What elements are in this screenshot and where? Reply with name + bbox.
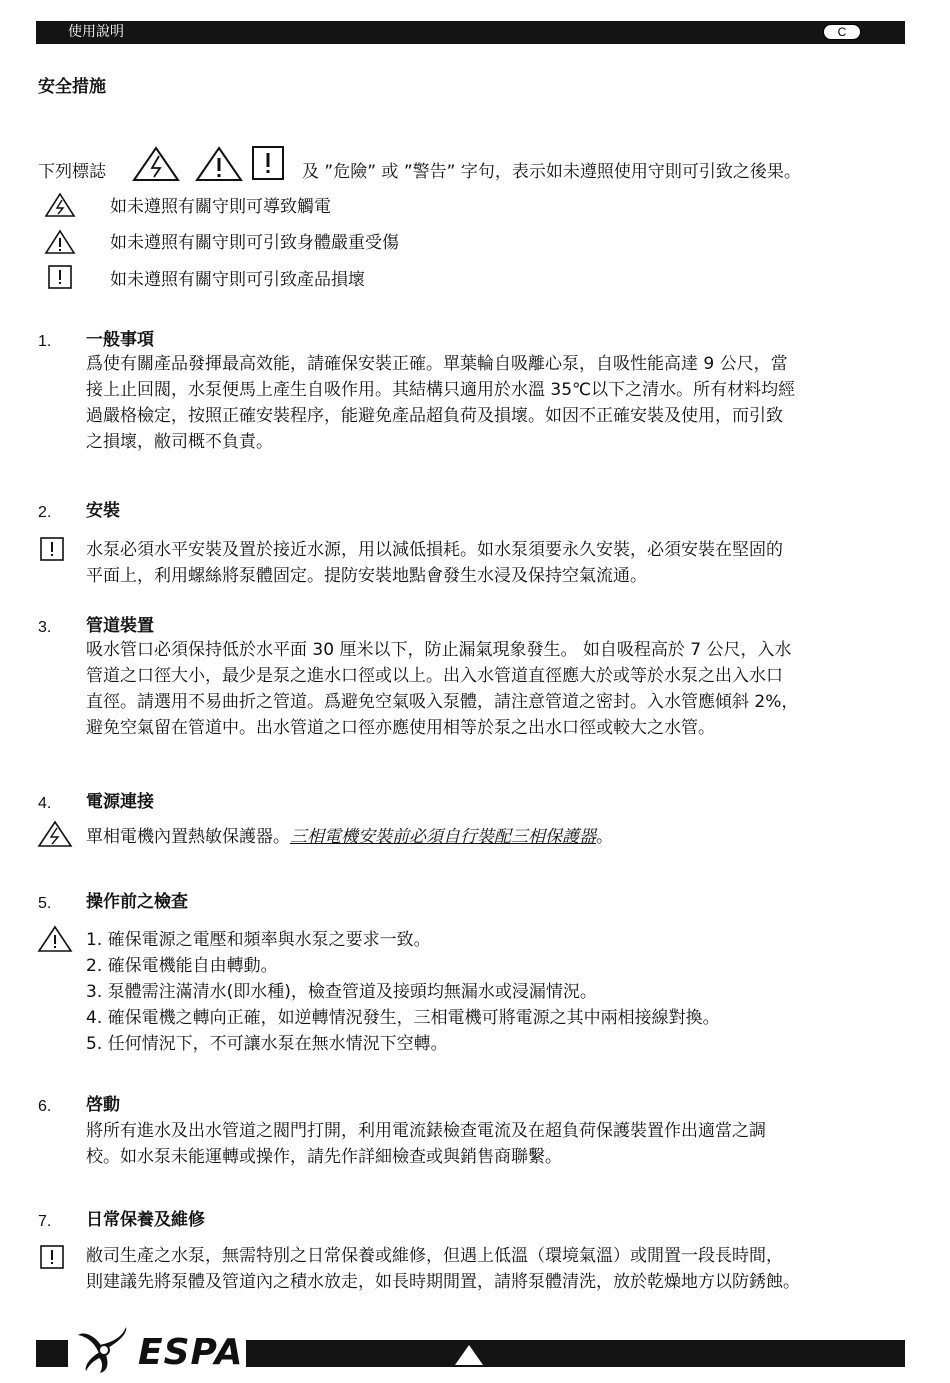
section-1-title: 一般事項: [86, 330, 154, 350]
section-2-line: 水泵必須水平安裝及置於接近水源，用以減低損耗。如水泵須要永久安裝，必須安裝在堅固的: [86, 540, 783, 560]
legend-intro-prefix: 下列標誌: [38, 162, 106, 182]
section-3-line: 管道之口徑大小，最少是泵之進水口徑或以上。出入水管道直徑應大於或等於水泵之出入水口: [86, 666, 783, 686]
section-4-title: 電源連接: [86, 792, 154, 812]
section-4-emphasis-text: 三相電機安裝前必須自行裝配三相保護器: [290, 827, 596, 847]
legend-intro-suffix: 及 ”危險” 或 ”警告” 字句，表示如未遵照使用守則可引致之後果。: [302, 162, 801, 182]
legend-intro: [38, 160, 106, 184]
section-4-plain-text: 單相電機內置熱敏保護器。: [86, 827, 290, 847]
section-6-number: 6.: [38, 1098, 52, 1115]
section-5-item: 5. 任何情況下，不可讓水泵在無水情況下空轉。: [86, 1034, 448, 1054]
section-5-title: 操作前之檢查: [86, 892, 188, 912]
exclamation-box-icon: [252, 146, 284, 180]
section-3-line: 避免空氣留在管道中。出水管道之口徑亦應使用相等於泵之出水口徑或較大之水管。: [86, 718, 715, 738]
section-7-title: 日常保養及維修: [86, 1210, 205, 1230]
section-3-number: 3.: [38, 619, 52, 636]
section-2-number: 2.: [38, 504, 52, 521]
section-7-line: 敝司生產之水泵，無需特別之日常保養或維修，但遇上低溫（環境氣溫）或閒置一段長時間，: [86, 1246, 783, 1266]
section-4-number: 4.: [38, 795, 52, 812]
footer-bar-right: [246, 1340, 905, 1367]
legend-exclamation-icon: [48, 265, 72, 289]
section-2-exclamation-icon: [40, 537, 64, 561]
section-5-number: 5.: [38, 895, 52, 912]
section-6-line: 將所有進水及出水管道之閥門打開，利用電流錶檢查電流及在超負荷保護裝置作出適當之調: [86, 1121, 766, 1141]
section-5-item: 4. 確保電機之轉向正確，如逆轉情況發生，三相電機可將電源之其中兩相接線對換。: [86, 1008, 720, 1028]
section-4-body: [86, 824, 613, 850]
section-1-line: 過嚴格檢定，按照正確安裝程序，能避免產品超負荷及損壞。如因不正確安裝及使用，而引致: [86, 406, 783, 426]
section-6-title: 啓動: [86, 1095, 120, 1115]
legend-item-electric: 如未遵照有關守則可導致觸電: [110, 197, 331, 217]
section-3-body: [86, 637, 906, 741]
section-1-line: 接上止回閥，水泵便馬上產生自吸作用。其結構只適用於水溫 35℃以下之清水。所有材料均經: [86, 380, 796, 400]
section-1-number: 1.: [38, 333, 52, 350]
section-6-body: [86, 1118, 906, 1170]
legend-item-damage: 如未遵照有關守則可引致產品損壞: [110, 270, 365, 290]
section-3-line: 吸水管口必須保持低於水平面 30 厘米以下，防止漏氣現象發生。 如自吸程高於 7 公尺，入水: [86, 640, 792, 660]
espa-fan-icon: [74, 1325, 134, 1375]
section-1-line: 爲使有關產品發揮最高效能，請確保安裝正確。單葉輪自吸離心泵，自吸性能高達 9 公尺，當: [86, 354, 788, 374]
section-5-item: 3. 泵體需注滿清水(即水種)，檢查管道及接頭均無漏水或浸漏情況。: [86, 982, 597, 1002]
section-1-line: 之損壞，敝司概不負責。: [86, 432, 273, 452]
section-7-number: 7.: [38, 1213, 52, 1230]
page-title: 安全措施: [38, 77, 106, 97]
section-6-line: 校。如水泵未能運轉或操作，請先作詳細檢查或與銷售商聯繫。: [86, 1147, 562, 1167]
header-bar: [36, 21, 905, 44]
section-3-line: 直徑。請選用不易曲折之管道。爲避免空氣吸入泵體，請注意管道之密封。入水管應傾斜 2%，: [86, 692, 799, 712]
header-title: 使用說明: [68, 24, 124, 40]
section-5-item: 1. 確保電源之電壓和頻率與水泵之要求一致。: [86, 930, 431, 950]
warning-triangle-icon: [195, 146, 243, 182]
section-4-end-text: 。: [596, 827, 613, 847]
section-5-warning-icon: [37, 925, 73, 953]
section-7-body: [86, 1243, 906, 1295]
footer-bar-left: [36, 1340, 68, 1367]
section-2-body: [86, 537, 906, 589]
legend-electric-icon: [44, 192, 76, 218]
legend-item-injury: 如未遵照有關守則可引致身體嚴重受傷: [110, 233, 399, 253]
language-badge: C: [823, 24, 861, 40]
section-2-title: 安裝: [86, 501, 120, 521]
section-7-exclamation-icon: [40, 1245, 64, 1269]
section-1-body: [86, 351, 906, 455]
up-triangle-icon: [454, 1344, 484, 1366]
section-5-item: 2. 確保電機能自由轉動。: [86, 956, 278, 976]
espa-logo: ESPA: [138, 1332, 244, 1373]
section-2-line: 平面上，利用螺絲將泵體固定。提防安裝地點會發生水浸及保持空氣流通。: [86, 566, 647, 586]
electric-warning-icon: [132, 146, 180, 182]
section-4-electric-icon: [37, 820, 73, 848]
section-3-title: 管道裝置: [86, 616, 154, 636]
section-7-line: 則建議先將泵體及管道內之積水放走，如長時期閒置，請將泵體清洗，放於乾燥地方以防銹蝕。: [86, 1272, 800, 1292]
legend-warning-icon: [44, 229, 76, 255]
